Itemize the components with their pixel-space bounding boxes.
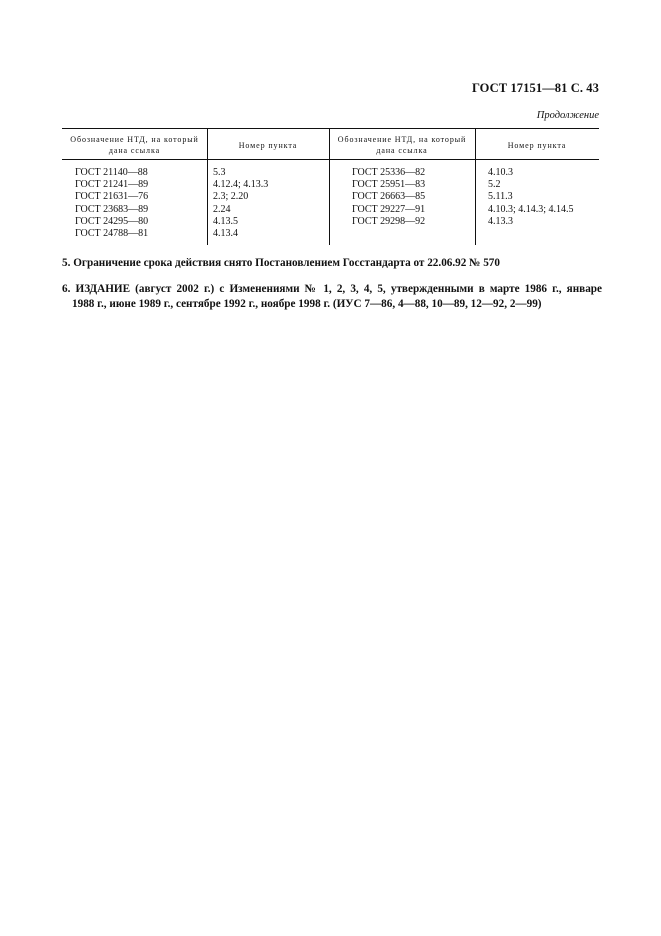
table-cell: 5.11.3 (488, 191, 513, 203)
table-cell: ГОСТ 23683—89 (75, 203, 149, 215)
table-cell: ГОСТ 21140—88 (75, 167, 148, 178)
table-cell: 4.13.4 (213, 227, 238, 239)
table-cell: ГОСТ 21631—76 (75, 191, 149, 203)
table-cell: 4.10.3; 4.14.3; 4.14.5 (488, 203, 574, 215)
column-header-item-number: Номер пункта (507, 140, 567, 150)
table-header-rule (62, 159, 599, 160)
note-6-line-1: 6. ИЗДАНИЕ (август 2002 г.) с Изменениями № 1, 2, 3, 4, 5, утвержденными в марте 1986 г., январе (62, 283, 602, 295)
table-cell: ГОСТ 29227—91 (352, 203, 426, 215)
table-cell: 4.13.5 (213, 215, 238, 227)
table-cell: 4.12.4; 4.13.3 (213, 179, 269, 191)
table-cell: ГОСТ 26663—85 (352, 191, 426, 203)
column-right-documents (352, 167, 425, 228)
table-cell: ГОСТ 24788—81 (75, 227, 149, 239)
table-cell: 2.24 (213, 203, 231, 215)
column-left-points (213, 167, 268, 240)
column-divider (475, 128, 476, 245)
note-6 (62, 282, 602, 312)
column-header-item-number: Номер пункта (238, 140, 298, 150)
column-divider (329, 128, 330, 245)
column-header-document: Обозначение НТД, на который дана ссылка (70, 135, 199, 155)
table-cell: ГОСТ 25336—82 (352, 167, 426, 178)
continuation-label: Продолжение (536, 110, 599, 121)
table-cell: 5.2 (488, 179, 501, 191)
note-6-line-2: 1988 г., июне 1989 г., сентябре 1992 г., ноябре 1998 г. (ИУС 7—86, 4—88, 10—89, 12—92, 2—99) (72, 298, 542, 310)
column-divider (207, 128, 208, 245)
table-cell: ГОСТ 29298—92 (352, 215, 426, 227)
column-left-documents (75, 167, 148, 240)
column-right-points (488, 167, 574, 228)
table-cell: ГОСТ 21241—89 (75, 179, 149, 191)
table-cell: ГОСТ 24295—80 (75, 215, 149, 227)
reference-table (62, 128, 599, 245)
table-cell: 2.3; 2.20 (213, 191, 249, 203)
table-top-rule (62, 128, 599, 129)
page-header: ГОСТ 17151—81 С. 43 (471, 81, 599, 95)
table-cell: 5.3 (213, 167, 226, 178)
table-cell: 4.13.3 (488, 215, 513, 227)
table-cell: 4.10.3 (488, 167, 513, 178)
table-cell: ГОСТ 25951—83 (352, 179, 426, 191)
note-5: 5. Ограничение срока действия снято Постановлением Госстандарта от 22.06.92 № 570 (62, 257, 500, 269)
column-header-document: Обозначение НТД, на который дана ссылка (337, 135, 467, 155)
